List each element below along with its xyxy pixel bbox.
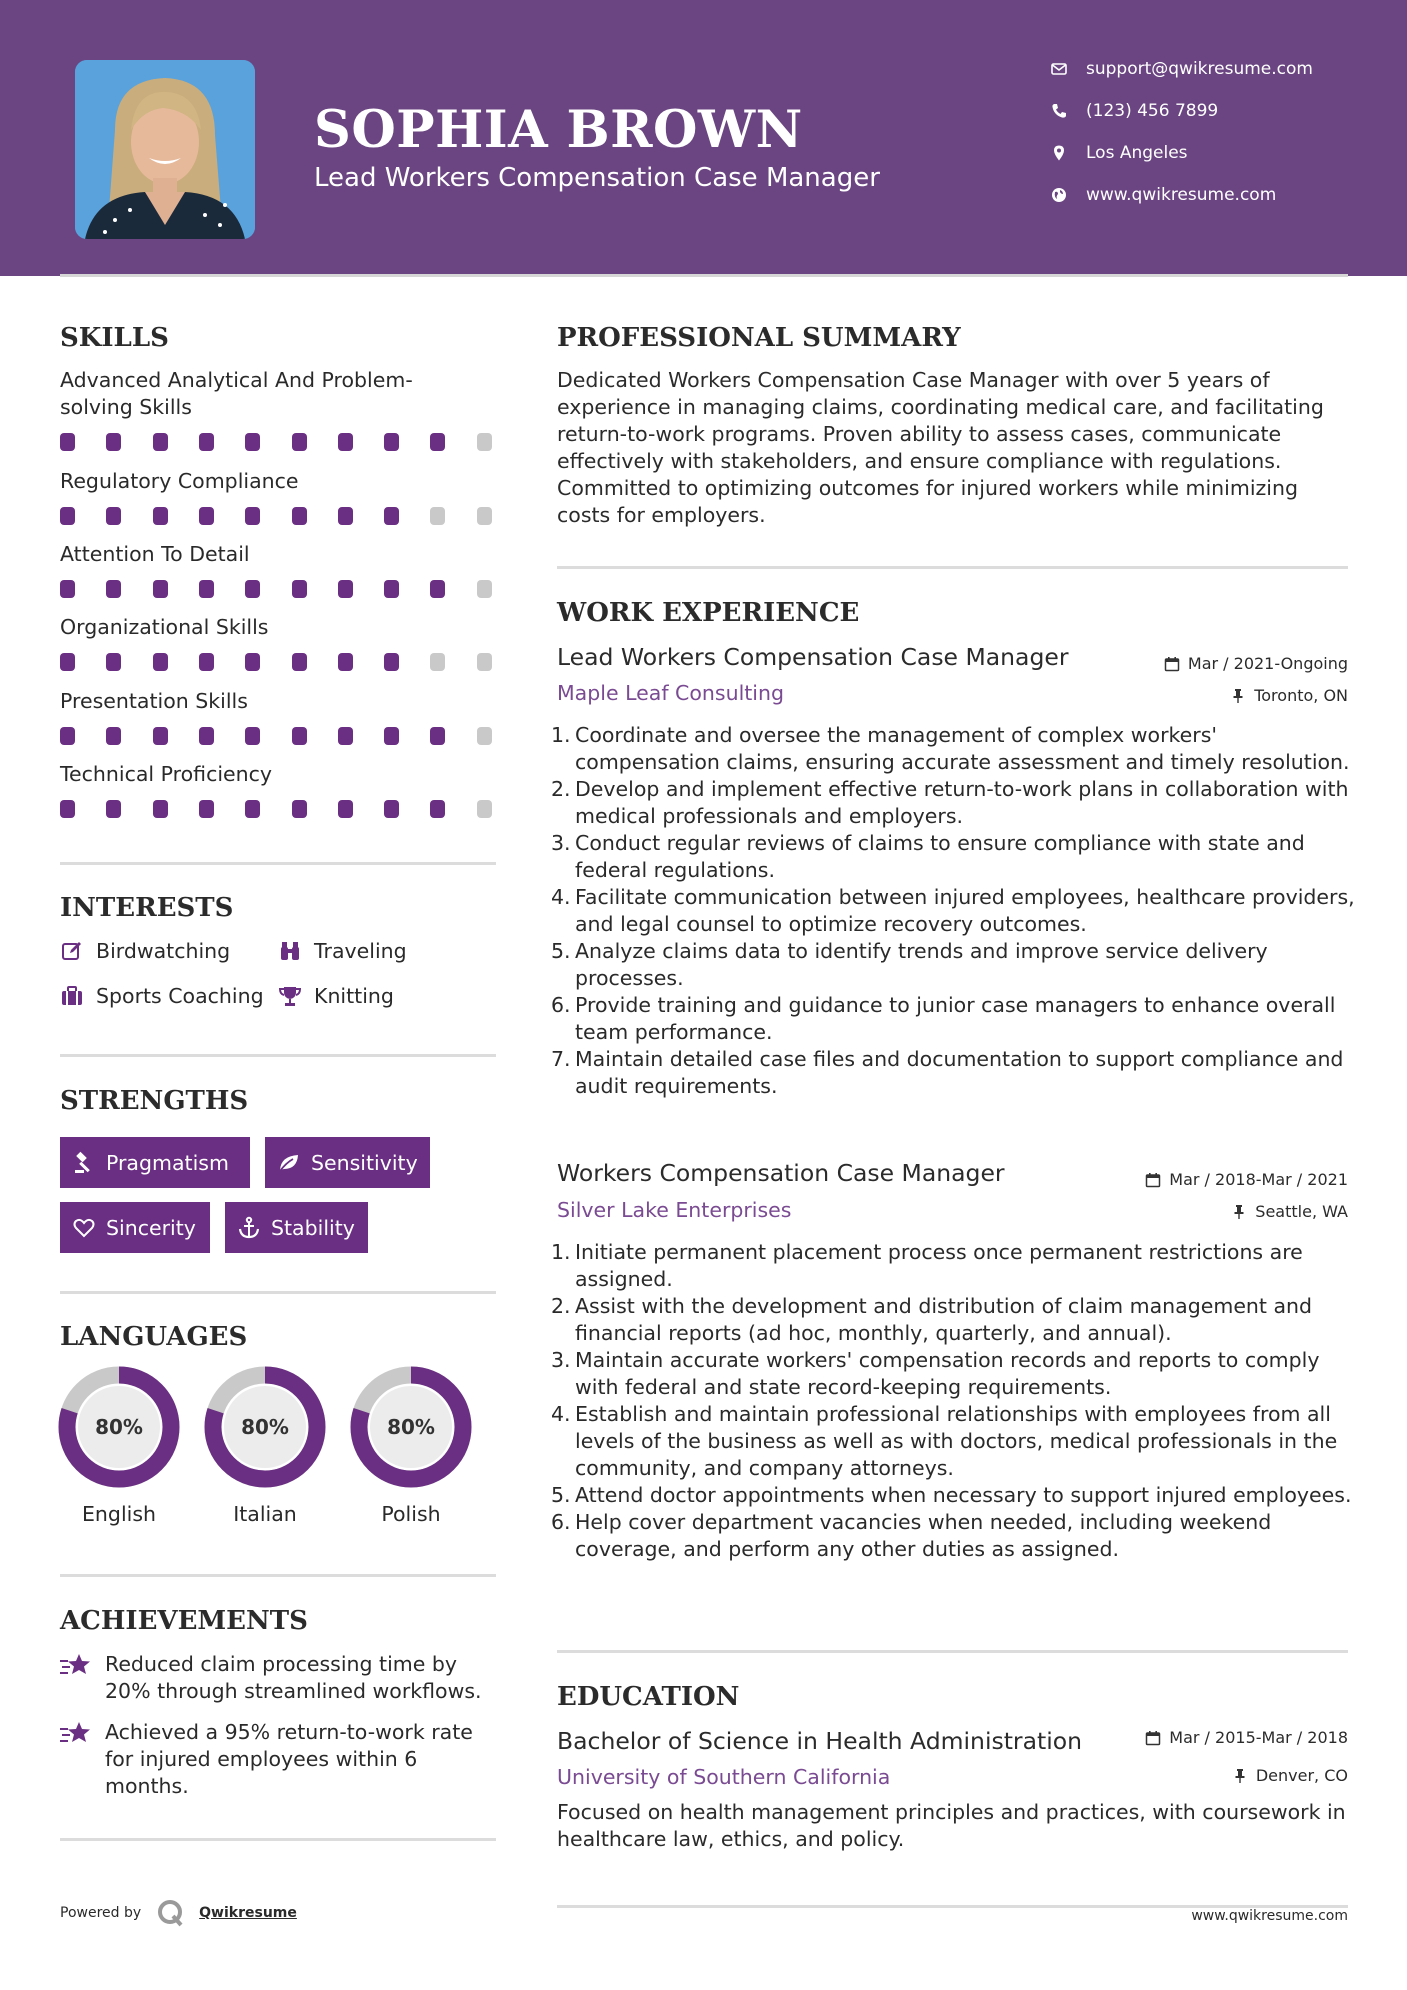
skill-name: Regulatory Compliance — [60, 469, 299, 493]
profile-photo-illustration — [75, 60, 255, 239]
strength-label: Sincerity — [106, 1215, 196, 1240]
contact-email[interactable] — [1050, 59, 1313, 79]
skill-dot-filled — [245, 727, 260, 745]
powered-by — [60, 1898, 297, 1928]
skill-dot-filled — [60, 800, 75, 818]
skill-name: Presentation Skills — [60, 689, 248, 713]
skill-dot-filled — [199, 727, 214, 745]
language-progress-ring — [58, 1366, 180, 1488]
skill-dot-filled — [430, 580, 445, 598]
responsibility-item — [551, 722, 1355, 776]
shooting-star-icon — [60, 1651, 92, 1679]
job-location-text: Toronto, ON — [1254, 686, 1348, 705]
language-ring — [350, 1366, 472, 1488]
achievement-item — [60, 1651, 500, 1705]
skill-dot-empty — [477, 727, 492, 745]
list-number: 3. — [551, 831, 571, 855]
responsibility-text: Assist with the development and distribution of claim management and financial reports (ad hoc, monthly, quarterly, and annual). — [575, 1294, 1313, 1345]
skill-dot-filled — [430, 727, 445, 745]
responsibility-item — [551, 776, 1355, 830]
interest-label: Knitting — [314, 984, 394, 1008]
skill-rating — [60, 433, 500, 451]
skill-dot-filled — [338, 727, 353, 745]
achievements-heading: ACHIEVEMENTS — [60, 1606, 308, 1636]
qwikresume-logo-icon — [155, 1898, 185, 1928]
language-percent: 80% — [387, 1415, 435, 1439]
achievement-text: Achieved a 95% return-to-work rate for injured employees within 6 months. — [105, 1720, 473, 1798]
job-location — [1230, 686, 1348, 705]
skill-dot-filled — [199, 653, 214, 671]
job-dates — [1164, 654, 1348, 673]
education-location — [1232, 1766, 1348, 1785]
education-heading: EDUCATION — [557, 1682, 740, 1712]
contact-website[interactable] — [1050, 185, 1276, 205]
trophy-icon — [278, 984, 302, 1008]
skill-dot-filled — [153, 800, 168, 818]
skill-dot-filled — [60, 433, 75, 451]
skill-rating — [60, 800, 500, 818]
skill-dot-empty — [477, 580, 492, 598]
pushpin-icon — [1232, 1768, 1248, 1784]
skill-dot-filled — [338, 507, 353, 525]
contact-website-text: www.qwikresume.com — [1086, 185, 1277, 205]
company-name: Silver Lake Enterprises — [557, 1198, 792, 1222]
skill-dot-filled — [106, 800, 121, 818]
contact-location — [1050, 143, 1188, 163]
language-progress-ring — [350, 1366, 472, 1488]
achievements-divider — [60, 1838, 496, 1841]
skill-dot-filled — [292, 653, 307, 671]
heart-icon — [72, 1216, 96, 1240]
strength-tag — [60, 1137, 250, 1188]
education-dates — [1145, 1728, 1348, 1747]
list-number: 3. — [551, 1348, 571, 1372]
degree-title: Bachelor of Science in Health Administration — [557, 1727, 1083, 1755]
responsibility-text: Help cover department vacancies when needed, including weekend coverage, and perform any other duties as assigned. — [575, 1510, 1272, 1561]
pushpin-icon — [1231, 1204, 1247, 1220]
job-dates-text: Mar / 2018-Mar / 2021 — [1169, 1170, 1348, 1189]
language-percent: 80% — [95, 1415, 143, 1439]
interest-item — [278, 984, 394, 1008]
list-number: 1. — [551, 1240, 571, 1264]
skill-dot-filled — [384, 800, 399, 818]
skill-dot-filled — [338, 800, 353, 818]
job-title: Workers Compensation Case Manager — [557, 1159, 1005, 1187]
responsibility-text: Maintain detailed case files and documentation to support compliance and audit requirements. — [575, 1047, 1344, 1098]
skill-dot-filled — [430, 433, 445, 451]
skill-dot-filled — [384, 507, 399, 525]
skill-name: Advanced Analytical And Problem-solving Skills — [60, 368, 413, 419]
interests-divider — [60, 1054, 496, 1057]
responsibility-item — [551, 1046, 1355, 1100]
header-divider — [60, 274, 1348, 277]
calendar-icon — [1145, 1730, 1161, 1746]
skill-dot-filled — [245, 800, 260, 818]
skill-dot-filled — [199, 800, 214, 818]
language-progress-ring — [204, 1366, 326, 1488]
responsibility-item — [551, 992, 1355, 1046]
contact-phone-text: (123) 456 7899 — [1086, 101, 1219, 121]
list-number: 5. — [551, 939, 571, 963]
list-number: 2. — [551, 1294, 571, 1318]
interest-label: Traveling — [314, 939, 407, 963]
envelope-icon — [1050, 60, 1068, 78]
edit-icon — [60, 939, 84, 963]
contact-email-text: support@qwikresume.com — [1086, 59, 1313, 79]
responsibility-item — [551, 1293, 1355, 1347]
responsibility-item — [551, 1239, 1355, 1293]
skill-dot-filled — [338, 580, 353, 598]
skill-dot-filled — [153, 507, 168, 525]
summary-divider — [557, 566, 1348, 569]
strength-tag — [265, 1137, 430, 1188]
responsibility-text: Coordinate and oversee the management of complex workers' compensation claims, ensuring accurate assessment and timely resolution. — [575, 723, 1350, 774]
company-name: Maple Leaf Consulting — [557, 681, 785, 705]
language-name: English — [81, 1502, 157, 1526]
skill-dot-filled — [106, 433, 121, 451]
skill-dot-filled — [292, 433, 307, 451]
skill-dot-filled — [153, 653, 168, 671]
skill-dot-empty — [430, 507, 445, 525]
suitcase-icon — [60, 984, 84, 1008]
skill-dot-filled — [106, 727, 121, 745]
language-name: Polish — [381, 1502, 441, 1526]
skill-dot-filled — [60, 727, 75, 745]
experience-divider — [557, 1650, 1348, 1653]
interest-label: Sports Coaching — [96, 984, 264, 1008]
list-number: 1. — [551, 723, 571, 747]
responsibility-text: Maintain accurate workers' compensation records and reports to comply with federal and state record-keeping requirements. — [575, 1348, 1320, 1399]
list-number: 5. — [551, 1483, 571, 1507]
school-name: University of Southern California — [557, 1765, 891, 1789]
list-number: 6. — [551, 1510, 571, 1534]
interest-item — [60, 939, 230, 963]
strength-tag — [60, 1202, 210, 1253]
phone-icon — [1050, 102, 1068, 120]
strengths-divider — [60, 1291, 496, 1294]
interest-item — [278, 939, 407, 963]
skill-dot-filled — [292, 727, 307, 745]
strength-label: Sensitivity — [311, 1150, 418, 1175]
skill-name: Organizational Skills — [60, 615, 269, 639]
skill-dot-filled — [384, 653, 399, 671]
responsibility-text: Provide training and guidance to junior case managers to enhance overall team performance. — [575, 993, 1336, 1044]
skill-dot-filled — [338, 433, 353, 451]
calendar-icon — [1145, 1172, 1161, 1188]
job-dates-text: Mar / 2021-Ongoing — [1187, 654, 1348, 673]
strengths-heading: STRENGTHS — [60, 1086, 249, 1116]
skill-dot-filled — [338, 653, 353, 671]
responsibility-item — [551, 1482, 1355, 1509]
list-number: 2. — [551, 777, 571, 801]
skill-dot-filled — [60, 580, 75, 598]
languages-heading: LANGUAGES — [60, 1322, 248, 1352]
skill-dot-filled — [384, 727, 399, 745]
calendar-icon — [1164, 656, 1180, 672]
skill-dot-filled — [106, 580, 121, 598]
candidate-name: SOPHIA BROWN — [314, 100, 803, 160]
responsibility-item — [551, 1509, 1355, 1563]
responsibility-item — [551, 830, 1355, 884]
skill-rating — [60, 580, 500, 598]
skill-dot-empty — [477, 653, 492, 671]
responsibility-text: Initiate permanent placement process once permanent restrictions are assigned. — [575, 1240, 1303, 1291]
job-responsibilities — [551, 722, 1355, 1100]
skill-dot-filled — [384, 433, 399, 451]
job-responsibilities — [551, 1239, 1355, 1563]
skill-dot-filled — [245, 580, 260, 598]
skills-heading: SKILLS — [60, 323, 169, 353]
summary-text: Dedicated Workers Compensation Case Manager with over 5 years of experience in managing claims, coordinating medical care, and facilitating return-to-work programs. Proven ability to assess cases, communicate effectively with stakeholders, and ensure compliance with regulations. Committed to optimizing outcomes for injured workers while minimizing costs for employers. — [557, 368, 1324, 527]
skill-dot-filled — [106, 653, 121, 671]
skill-dot-filled — [430, 800, 445, 818]
responsibility-item — [551, 1347, 1355, 1401]
skill-dot-empty — [477, 433, 492, 451]
skill-dot-filled — [292, 507, 307, 525]
responsibility-text: Attend doctor appointments when necessary to support injured employees. — [575, 1483, 1352, 1507]
achievement-text: Reduced claim processing time by 20% through streamlined workflows. — [105, 1652, 482, 1703]
skill-dot-filled — [153, 433, 168, 451]
binoculars-icon — [278, 939, 302, 963]
skill-rating — [60, 727, 500, 745]
language-name: Italian — [233, 1502, 297, 1526]
language-ring — [204, 1366, 326, 1488]
skill-dot-filled — [384, 580, 399, 598]
skills-divider — [60, 862, 496, 865]
responsibility-item — [551, 1401, 1355, 1482]
job-title: Lead Workers Compensation Case Manager — [557, 643, 1069, 671]
resume-header — [0, 0, 1407, 276]
skill-dot-empty — [430, 653, 445, 671]
job-location-text: Seattle, WA — [1255, 1202, 1348, 1221]
achievement-item — [60, 1719, 500, 1800]
skill-dot-filled — [60, 507, 75, 525]
skill-rating — [60, 507, 500, 525]
powered-by-label: Powered by — [60, 1905, 142, 1921]
responsibility-text: Conduct regular reviews of claims to ensure compliance with state and federal regulations. — [575, 831, 1305, 882]
gavel-icon — [72, 1151, 96, 1175]
job-dates — [1145, 1170, 1348, 1189]
list-number: 4. — [551, 1402, 571, 1426]
candidate-title: Lead Workers Compensation Case Manager — [314, 163, 880, 193]
education-location-text: Denver, CO — [1255, 1766, 1348, 1785]
anchor-icon — [237, 1216, 261, 1240]
pushpin-icon — [1230, 688, 1246, 704]
list-number: 6. — [551, 993, 571, 1017]
location-pin-icon — [1050, 144, 1068, 162]
responsibility-text: Establish and maintain professional relationships with employees from all levels of the business as well as with doctors, medical professionals in the community, and company attorneys. — [575, 1402, 1338, 1480]
skill-dot-filled — [199, 507, 214, 525]
education-dates-text: Mar / 2015-Mar / 2018 — [1169, 1728, 1348, 1747]
skill-dot-filled — [153, 580, 168, 598]
strength-label: Pragmatism — [106, 1150, 229, 1175]
list-number: 7. — [551, 1047, 571, 1071]
language-ring — [58, 1366, 180, 1488]
qwikresume-link[interactable]: Qwikresume — [199, 1905, 297, 1921]
skill-dot-filled — [245, 507, 260, 525]
strength-tag — [225, 1202, 368, 1253]
skill-dot-filled — [292, 800, 307, 818]
globe-icon — [1050, 186, 1068, 204]
skill-name: Technical Proficiency — [60, 762, 273, 786]
footer-website[interactable]: www.qwikresume.com — [1191, 1908, 1348, 1924]
skill-dot-filled — [199, 580, 214, 598]
responsibility-text: Develop and implement effective return-to-work plans in collaboration with medical professionals and employers. — [575, 777, 1349, 828]
skill-dot-filled — [60, 653, 75, 671]
contact-phone[interactable] — [1050, 101, 1218, 121]
summary-heading: PROFESSIONAL SUMMARY — [557, 323, 961, 353]
skill-dot-empty — [477, 507, 492, 525]
responsibility-item — [551, 884, 1355, 938]
education-description: Focused on health management principles and practices, with coursework in healthcare law, ethics, and policy. — [557, 1800, 1346, 1851]
interest-label: Birdwatching — [96, 939, 231, 963]
skill-rating — [60, 653, 500, 671]
skill-dot-filled — [106, 507, 121, 525]
responsibility-text: Analyze claims data to identify trends and improve service delivery processes. — [575, 939, 1268, 990]
job-location — [1231, 1202, 1348, 1221]
leaf-icon — [277, 1151, 301, 1175]
profile-photo — [75, 60, 255, 239]
responsibility-text: Facilitate communication between injured employees, healthcare providers, and legal counsel to optimize recovery outcomes. — [575, 885, 1355, 936]
shooting-star-icon — [60, 1719, 92, 1747]
languages-divider — [60, 1574, 496, 1577]
interests-heading: INTERESTS — [60, 893, 234, 923]
skill-dot-filled — [245, 433, 260, 451]
skill-dot-filled — [245, 653, 260, 671]
skill-dot-filled — [153, 727, 168, 745]
strength-label: Stability — [271, 1215, 355, 1240]
skill-name: Attention To Detail — [60, 542, 250, 566]
list-number: 4. — [551, 885, 571, 909]
interest-item — [60, 984, 264, 1008]
skill-dot-filled — [292, 580, 307, 598]
contact-location-text: Los Angeles — [1086, 143, 1188, 163]
language-percent: 80% — [241, 1415, 289, 1439]
experience-heading: WORK EXPERIENCE — [557, 598, 860, 628]
responsibility-item — [551, 938, 1355, 992]
skill-dot-empty — [477, 800, 492, 818]
skill-dot-filled — [199, 433, 214, 451]
